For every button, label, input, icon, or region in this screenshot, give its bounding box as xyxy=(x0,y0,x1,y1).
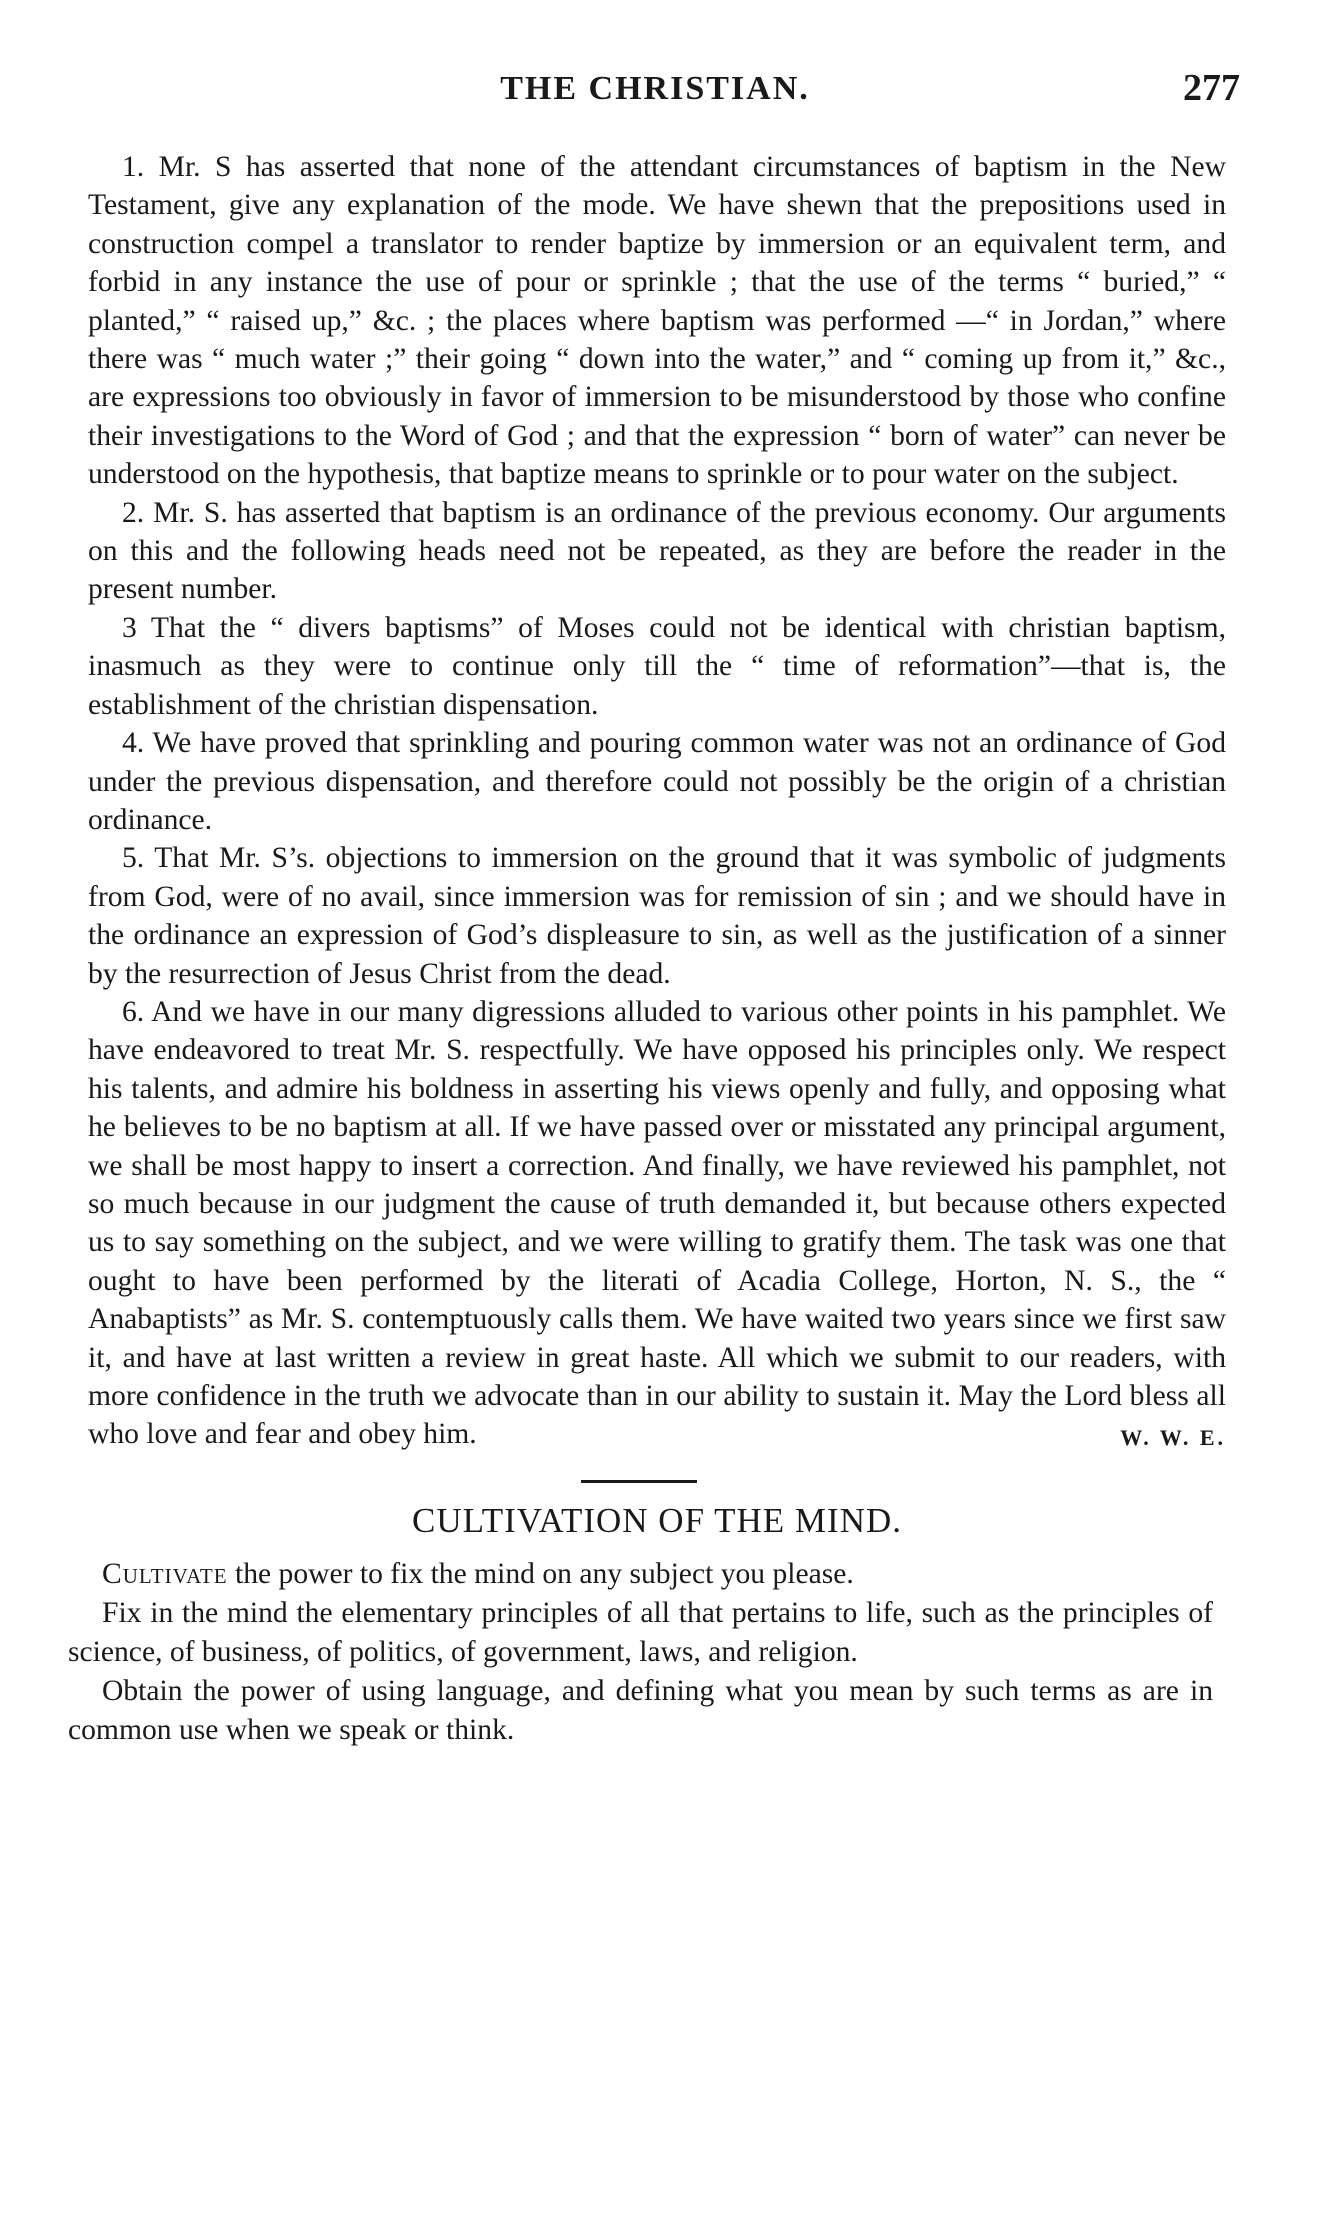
paragraph-1: 1. Mr. S has asserted that none of the attendant circumstances of baptism in the New Testament, give any explanation of the mode. We have shewn that the prepositions used in construction compel a translator to render baptize by immersion or an equivalent term, and forbid in any instance the use of pour or sprinkle ; that the use of the terms “ buried,” “ planted,” “ raised up,” &c. ; the places where baptism was performed —“ in Jordan,” where there was “ much water ;” their going “ down into the water,” and “ coming up from it,” &c., are expressions too obviously in favor of immersion to be misunderstood by those who confine their investigations to the Word of God ; and that the expression “ born of water” can never be understood on the hypothesis, that baptize means to sprinkle or to pour water on the subject. xyxy=(88,151,1226,491)
section-lead-word: Cultivate xyxy=(102,1558,228,1590)
running-head xyxy=(80,67,1240,122)
article-body xyxy=(88,148,1226,1551)
section-title: CULTIVATION OF THE MIND. xyxy=(411,1500,903,1540)
signature: W. W. E. xyxy=(1120,1425,1226,1451)
paragraph-3: 3 That the “ divers baptisms” of Moses could not be identical with christian baptism, inasmuch as they were to continue only till the “ time of reformation”—that is, the establishment of the christian dispensation. xyxy=(88,611,1226,721)
section-lead-text: the power to fix the mind on any subject you please. xyxy=(227,1558,854,1590)
page-number: 277 xyxy=(1183,67,1240,109)
section-paragraph-3: Obtain the power of using language, and defining what you mean by such terms as are in common use when we speak or think. xyxy=(68,1675,1213,1746)
paragraph-4: 4. We have proved that sprinkling and pouring common water was not an ordinance of God under the previous dispensation, and therefore could not possibly be the origin of a christian ordinance. xyxy=(88,727,1226,836)
paragraph-2: 2. Mr. S. has asserted that baptism is an ordinance of the previous economy. Our arguments on this and the following heads need not be repeated, as they are before the reader in the present number. xyxy=(88,496,1226,606)
section-paragraph-2: Fix in the mind the elementary principles of all that pertains to life, such as the principles of science, of business, of politics, of government, laws, and religion. xyxy=(68,1597,1213,1668)
paragraph-6 xyxy=(88,993,1226,1454)
section-body xyxy=(68,1555,1213,1750)
section-divider xyxy=(581,1480,697,1483)
section-paragraph-1 xyxy=(68,1555,1213,1594)
paragraph-6-text: 6. And we have in our many digressions alluded to various other points in his pamphlet. We have endeavored to treat Mr. S. respectfully. We have opposed his principles only. We respect his talents, and admire his boldness in asserting his views openly and fully, and opposing what he believes to be no baptism at all. If we have passed over or misstated any principal argument, we shall be most happy to insert a correction. And finally, we have reviewed his pamphlet, not so much because in our judgment the cause of truth demanded it, but because others expected us to say something on the subject, and we were willing to gratify them. The task was one that ought to have been performed by the literati of Acadia College, Horton, N. S., the “ Anabaptists” as Mr. S. contemptuously calls them. We have waited two years since we first saw it, and have at last written a review in great haste. All which we submit to our readers, with more confidence in the truth we advocate than in our ability to sustain it. May the Lord bless all who love and fear and obey him. xyxy=(88,995,1226,1451)
running-title: THE CHRISTIAN. xyxy=(500,70,810,107)
paragraph-5: 5. That Mr. S’s. objections to immersion on the ground that it was symbolic of judgments from God, were of no avail, since immersion was for remission of sin ; and we should have in the ordinance an expression of God’s displeasure to sin, as well as the justification of a sinner by the resurrection of Jesus Christ from the dead. xyxy=(88,842,1226,990)
